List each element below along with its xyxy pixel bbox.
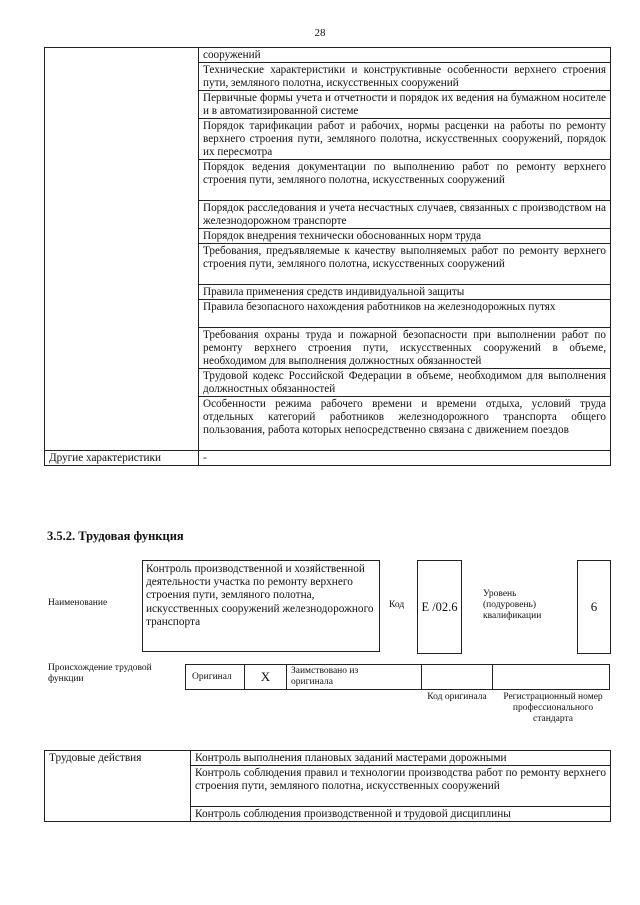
other-characteristics-value: - xyxy=(199,451,611,466)
code-label: Код xyxy=(389,600,405,610)
table-cell: Требования охраны труда и пожарной безопасности при выполнении работ по ремонту верхнего строения пути, искусственных сооружений в объеме, необходимом для выполнения должностных обязанностей xyxy=(199,328,611,369)
original-cell xyxy=(185,664,245,690)
table-row xyxy=(45,48,611,63)
function-name-label: Наименование xyxy=(48,598,108,608)
registration-number-cell xyxy=(492,664,610,690)
requirements-table xyxy=(44,47,611,466)
registration-number-caption: Регистрационный номер профессионального стандарта xyxy=(503,692,603,724)
level-label: Уровень (подуровень) квалификации xyxy=(483,589,542,621)
level-box xyxy=(577,560,611,654)
table-cell: Контроль соблюдения производственной и трудовой дисциплины xyxy=(191,807,611,822)
table-cell: Правила безопасного нахождения работников на железнодорожных путях xyxy=(199,300,611,328)
code-box xyxy=(417,560,462,654)
original-code-cell xyxy=(421,664,493,690)
table-cell: Трудовой кодекс Российской Федерации в объеме, необходимом для выполнения должностных обязанностей xyxy=(199,369,611,397)
borrowed-cell xyxy=(286,664,422,690)
code-value: E /02.6 xyxy=(421,599,458,614)
table-cell: Требования, предъявляемые к качеству выполняемых работ по ремонту верхнего строения пути, земляного полотна, искусственных сооружений xyxy=(199,244,611,285)
level-value: 6 xyxy=(590,599,598,614)
original-label: Оригинал xyxy=(192,672,232,682)
function-name-box: Контроль производственной и хозяйственной деятельности участка по ремонту верхнего строения пути, земляного полотна, искусственных сооружений железнодорожного транспорта xyxy=(142,560,380,652)
origin-label: Происхождение трудовой функции xyxy=(48,663,152,684)
original-mark-cell xyxy=(244,664,287,690)
page-number: 28 xyxy=(314,27,326,39)
labor-actions-table xyxy=(44,750,611,822)
original-mark: X xyxy=(260,669,271,684)
table-cell: Порядок внедрения технически обоснованных норм труда xyxy=(199,229,611,244)
table-cell: Правила применения средств индивидуальной защиты xyxy=(199,285,611,300)
table-cell: Контроль соблюдения правил и технологии производства работ по ремонту верхнего строения пути, земляного полотна, искусственных сооружений xyxy=(191,766,611,807)
section-title: 3.5.2. Трудовая функция xyxy=(47,529,184,543)
borrowed-label: Заимствовано из оригинала xyxy=(291,666,359,687)
table-cell: Технические характеристики и конструктивные особенности верхнего строения пути, земляного полотна, искусственных сооружений xyxy=(199,63,611,91)
other-characteristics-label: Другие характеристики xyxy=(45,451,199,466)
table-cell: Контроль выполнения плановых заданий мастерами дорожными xyxy=(191,751,611,766)
original-code-caption: Код оригинала xyxy=(427,692,487,702)
labor-actions-label: Трудовые действия xyxy=(45,751,191,822)
table-cell: Порядок расследования и учета несчастных случаев, связанных с производством на железнодорожном транспорте xyxy=(199,201,611,229)
knowledge-label-cell xyxy=(45,48,199,451)
table-row xyxy=(45,451,611,466)
table-cell: сооружений xyxy=(199,48,611,63)
table-row xyxy=(45,751,611,766)
table-cell: Порядок ведения документации по выполнению работ по ремонту верхнего строения пути, земляного полотна, искусственных сооружений xyxy=(199,160,611,201)
table-cell: Особенности режима рабочего времени и времени отдыха, условий труда отдельных категорий работников железнодорожного транспорта общего пользования, работа которых непосредственно связана с движением поездов xyxy=(199,397,611,451)
table-cell: Первичные формы учета и отчетности и порядок их ведения на бумажном носителе и в автоматизированной системе xyxy=(199,91,611,119)
table-cell: Порядок тарификации работ и рабочих, нормы расценки на работы по ремонту верхнего строения пути, земляного полотна, искусственных сооружений, порядок их пересмотра xyxy=(199,119,611,160)
origin-row xyxy=(185,664,610,690)
